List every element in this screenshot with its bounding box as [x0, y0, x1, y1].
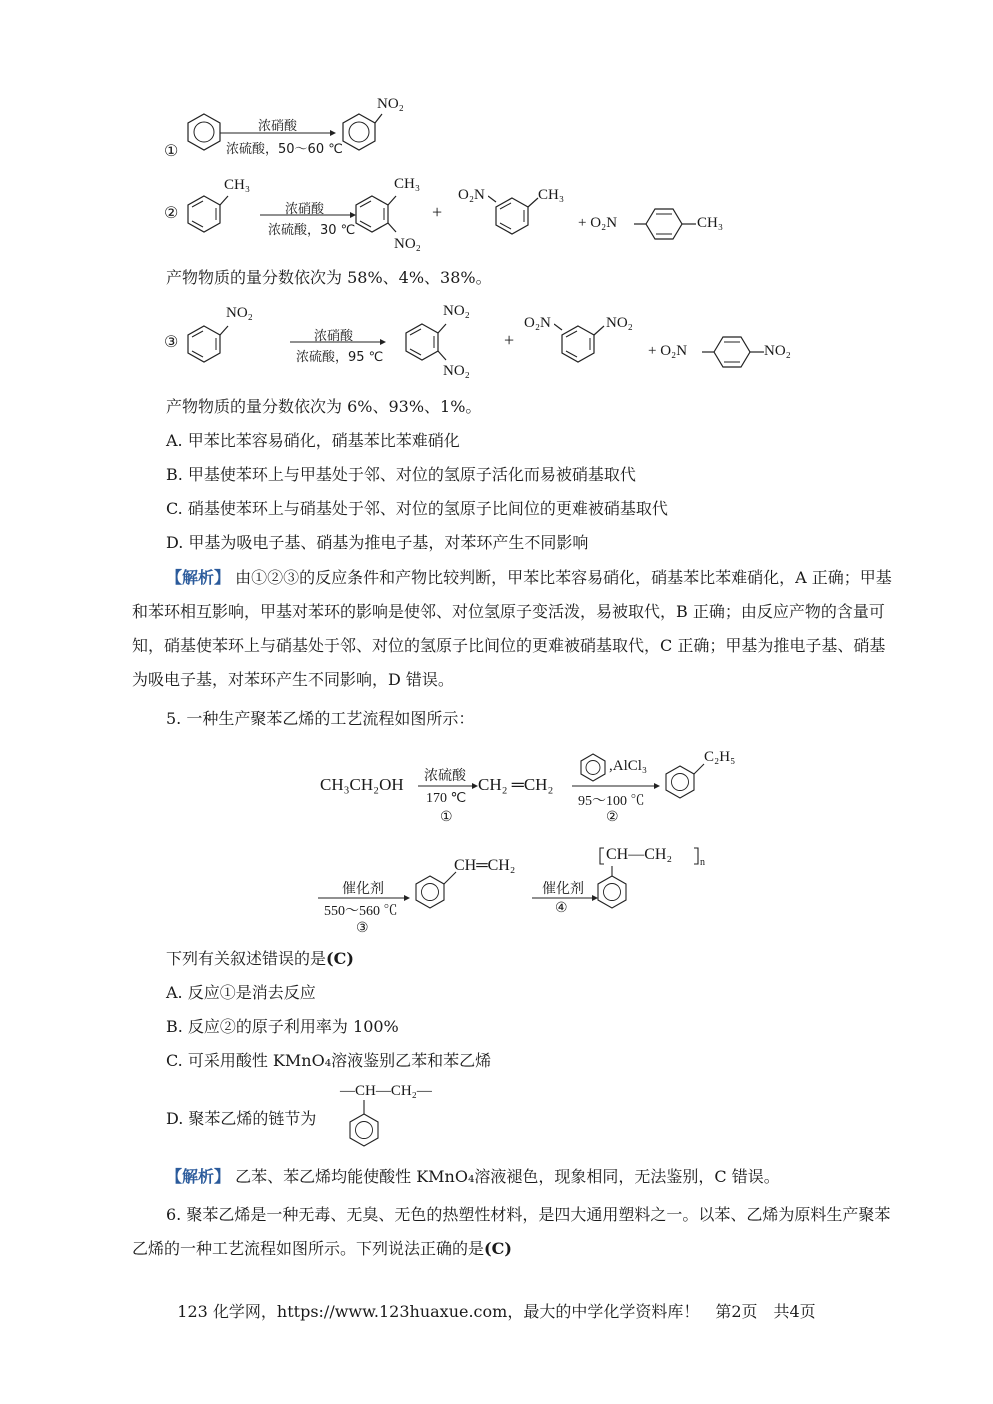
benzene-ring-icon [634, 204, 704, 248]
flow-step1-number: ① [440, 810, 453, 825]
option-b: B. 反应②的原子利用率为 100% [166, 1017, 399, 1036]
product-ratio-text: 产物物质的量分数依次为 58%、4%、38%。 [166, 268, 492, 287]
benzene-ring-icon [702, 332, 772, 376]
reagent-bottom: 浓硫酸，50～60 ℃ [226, 142, 343, 157]
plus-sign: + [432, 202, 443, 222]
product-group-bottom: NO₂ [443, 363, 470, 379]
option-b: B. 甲基使苯环上与甲基处于邻、对位的氢原子活化而易被硝基取代 [166, 465, 636, 484]
product-group-right: NO₂ [606, 315, 633, 331]
flow-step2-number: ② [606, 810, 619, 825]
substituent: NO₂ [226, 305, 253, 321]
page-footer: 123 化学网，https://www.123huaxue.com，最大的中学化学资料库！ 第2页 共4页 [177, 1302, 816, 1321]
product-group-left: + O₂N [648, 343, 688, 359]
repeat-unit-chain: —CH—CH₂— [340, 1083, 432, 1099]
reagent-top: 浓硝酸 [258, 119, 298, 134]
benzene-ring-icon [180, 190, 230, 238]
question-stem: 5. 一种生产聚苯乙烯的工艺流程如图所示： [166, 709, 475, 728]
benzene-ring-icon [578, 752, 608, 782]
benzene-ring-icon [660, 756, 710, 804]
flow-step2-temp: 95～100 ℃ [578, 794, 645, 809]
reaction-number: ③ [164, 332, 179, 351]
reaction-arrow-icon [218, 128, 338, 138]
flow-step3-number: ③ [356, 921, 369, 936]
product-group-bottom: NO₂ [394, 236, 421, 252]
reagent-top: 浓硝酸 [314, 329, 354, 344]
product-group-left: O₂N [458, 187, 485, 203]
flow-step2-reagent: ,AlCl₃ [609, 758, 648, 774]
option-c: C. 硝基使苯环上与硝基处于邻、对位的氢原子比间位的更难被硝基取代 [166, 499, 668, 518]
product-group-left: O₂N [524, 315, 551, 331]
flow-polymer-chain: CH—CH₂ [606, 846, 673, 863]
question-stem [132, 1198, 900, 1266]
flow-step3-temp: 550～560 ℃ [324, 904, 398, 919]
option-c: C. 可采用酸性 KMnO₄溶液鉴别乙苯和苯乙烯 [166, 1051, 492, 1070]
product-group: NO₂ [377, 96, 404, 112]
reaction-number: ② [164, 203, 179, 222]
product-group-top: CH₃ [394, 176, 421, 192]
flow-step1-temp: 170 ℃ [426, 791, 467, 806]
product-group-right: CH₃ [697, 215, 724, 231]
option-d: D. 聚苯乙烯的链节为 [166, 1109, 317, 1128]
reagent-top: 浓硝酸 [285, 202, 325, 217]
product-group-left: + O₂N [578, 215, 618, 231]
option-a: A. 甲苯比苯容易硝化，硝基苯比苯难硝化 [166, 431, 460, 450]
flow-ethylene: CH₂ ═CH₂ [478, 775, 554, 794]
product-group-top: NO₂ [443, 303, 470, 319]
flow-ethylbenzene-group: C₂H₅ [704, 749, 736, 765]
product-group-right: CH₃ [538, 187, 565, 203]
analysis-paragraph [166, 1166, 780, 1188]
option-d: D. 甲基为吸电子基、硝基为推电子基，对苯环产生不同影响 [166, 533, 589, 552]
analysis-tag: 【解析】 [166, 1167, 231, 1186]
flow-step4-number: ④ [555, 901, 568, 916]
question-text: 下列有关叙述错误的是 [166, 949, 327, 968]
benzene-ring-icon [344, 1100, 384, 1156]
flow-start: CH₃CH₂OH [320, 775, 404, 794]
product-group-right: NO₂ [764, 343, 791, 359]
flow-step3-condition: 催化剂 [342, 881, 384, 897]
product-ratio-text: 产物物质的量分数依次为 6%、93%、1%。 [166, 397, 482, 416]
question-prompt [166, 948, 354, 970]
flow-polymer-n: n [700, 857, 705, 868]
analysis-paragraph [132, 561, 900, 697]
benzene-ring-icon [335, 108, 383, 156]
analysis-tag: 【解析】 [166, 568, 231, 587]
reagent-bottom: 浓硫酸，95 ℃ [296, 350, 384, 365]
question-text: 6. 聚苯乙烯是一种无毒、无臭、无色的热塑性材料，是四大通用塑料之一。以苯、乙烯为原料生产聚苯乙烯的一种工艺流程如图所示。下列说法正确的是 [132, 1205, 891, 1258]
substituent: CH₃ [224, 177, 251, 193]
benzene-ring-icon [410, 862, 460, 918]
flow-step1-condition: 浓硫酸 [424, 768, 466, 784]
answer-label: (C) [484, 1239, 512, 1258]
plus-sign: + [504, 330, 515, 350]
benzene-ring-icon [180, 320, 230, 368]
analysis-text: 由①②③的反应条件和产物比较判断，甲苯比苯容易硝化，硝基苯比苯难硝化，A 正确；甲基和苯环相互影响，甲基对苯环的影响是使邻、对位氢原子变活泼，易被取代，B 正确；由反应产物的含量可知，硝基使苯环上与硝基处于邻、对位的氢原子比间位的更难被硝基取代，C 正确；甲基为推电子基、硝基为吸电子基，对苯环产生不同影响，D 错误。 [132, 568, 892, 689]
reaction-number: ① [164, 141, 179, 160]
reagent-bottom: 浓硫酸，30 ℃ [268, 223, 356, 238]
flow-step4-condition: 催化剂 [542, 881, 584, 897]
answer-label: (C) [326, 949, 354, 968]
flow-styrene-group: CH═CH₂ [454, 857, 516, 874]
analysis-text: 乙苯、苯乙烯均能使酸性 KMnO₄溶液褪色，现象相同，无法鉴别，C 错误。 [235, 1167, 780, 1186]
option-a: A. 反应①是消去反应 [166, 983, 316, 1002]
